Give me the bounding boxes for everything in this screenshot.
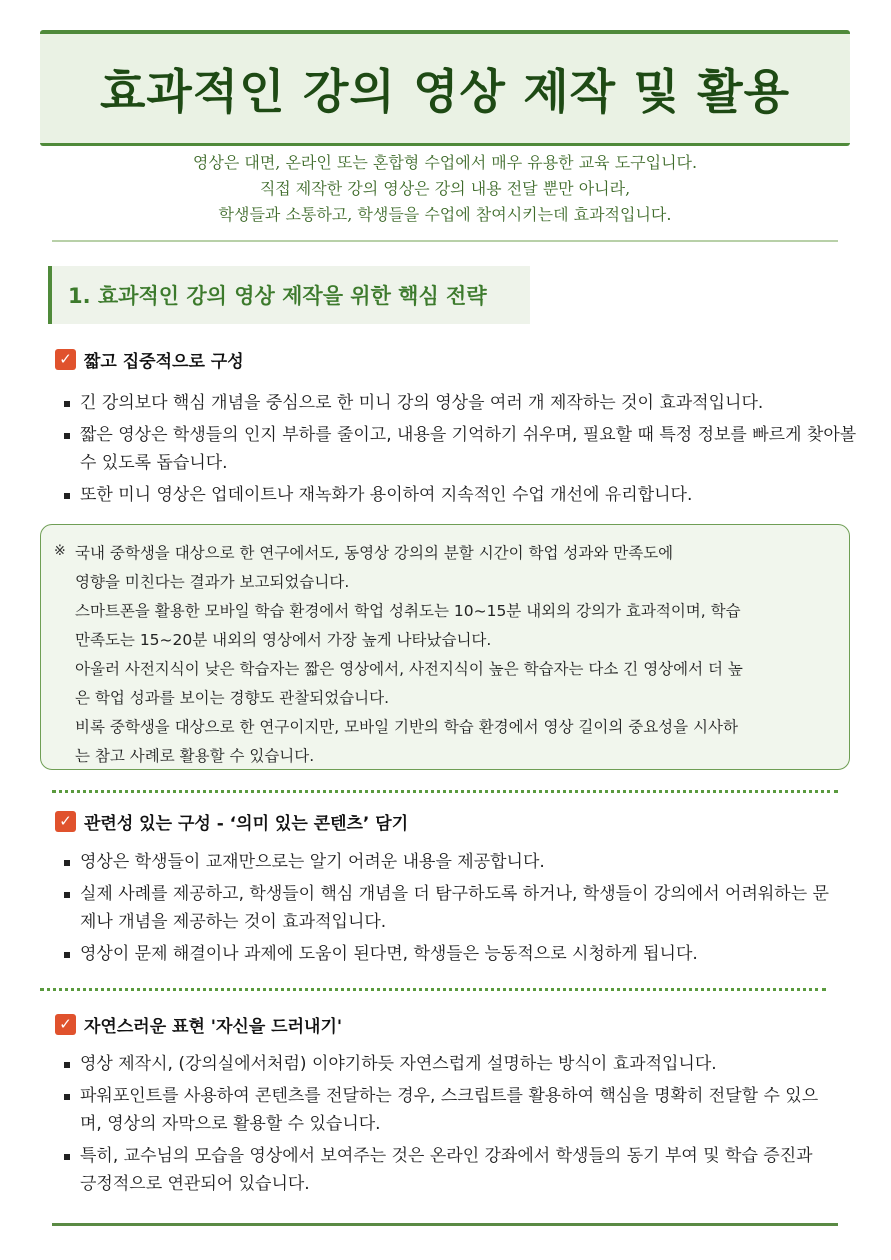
note-line: 은 학업 성과를 보이는 경향도 관찰되었습니다. <box>75 689 390 707</box>
check-icon: ✓ <box>55 811 76 832</box>
check-icon: ✓ <box>55 349 76 370</box>
bullet-list <box>62 848 842 972</box>
note-line: 영향을 미친다는 결과가 보고되었습니다. <box>75 573 350 591</box>
subheading-label: 관련성 있는 구성 - ‘의미 있는 콘텐츠’ 담기 <box>84 814 409 834</box>
list-item: 영상이 문제 해결이나 과제에 도움이 된다면, 학생들은 능동적으로 시청하게 됩니다. <box>62 940 842 968</box>
list-item: 긴 강의보다 핵심 개념을 중심으로 한 미니 강의 영상을 여러 개 제작하는 것이 효과적입니다. <box>62 389 862 417</box>
list-item: 특히, 교수님의 모습을 영상에서 보여주는 것은 온라인 강좌에서 학생들의 동기 부여 및 학습 증진과 긍정적으로 연관되어 있습니다. <box>62 1142 822 1198</box>
list-item: 실제 사례를 제공하고, 학생들이 핵심 개념을 더 탐구하도록 하거나, 학생들이 강의에서 어려워하는 문제나 개념을 제공하는 것이 효과적입니다. <box>62 880 842 936</box>
page-title: 효과적인 강의 영상 제작 및 활용 <box>99 65 791 120</box>
dotted-divider <box>52 790 838 793</box>
list-item: 영상은 학생들이 교재만으로는 알기 어려운 내용을 제공합니다. <box>62 848 842 876</box>
subheading-natural-expression <box>55 1012 342 1037</box>
list-item: 영상 제작시, (강의실에서처럼) 이야기하듯 자연스럽게 설명하는 방식이 효과적입니다. <box>62 1050 822 1078</box>
list-item: 짧은 영상은 학생들의 인지 부하를 줄이고, 내용을 기억하기 쉬우며, 필요할 때 특정 정보를 빠르게 찾아볼 수 있도록 돕습니다. <box>62 421 862 477</box>
bullet-list <box>62 1050 822 1202</box>
section-heading <box>48 266 530 324</box>
note-line: 국내 중학생을 대상으로 한 연구에서도, 동영상 강의의 분할 시간이 학업 성과와 만족도에 <box>75 544 674 562</box>
subheading-label: 짧고 집중적으로 구성 <box>84 352 244 372</box>
check-icon: ✓ <box>55 1014 76 1035</box>
note-line: 스마트폰을 활용한 모바일 학습 환경에서 학업 성취도는 10~15분 내외의 강의가 효과적이며, 학습 <box>75 602 741 620</box>
intro-line: 영상은 대면, 온라인 또는 혼합형 수업에서 매우 유용한 교육 도구입니다. <box>192 153 698 172</box>
note-line: 는 참고 사례로 활용할 수 있습니다. <box>75 747 315 765</box>
intro-line: 학생들과 소통하고, 학생들을 수업에 참여시키는데 효과적입니다. <box>218 205 672 224</box>
intro-text <box>40 150 850 228</box>
subheading-label: 자연스러운 표현 '자신을 드러내기' <box>84 1017 343 1037</box>
divider <box>52 240 838 242</box>
section-title: 1. 효과적인 강의 영상 제작을 위한 핵심 전략 <box>68 284 487 308</box>
dotted-divider <box>40 988 826 991</box>
bottom-divider <box>52 1223 838 1226</box>
subheading-short-focused <box>55 347 244 372</box>
note-line: 만족도는 15~20분 내외의 영상에서 가장 높게 나타났습니다. <box>75 631 492 649</box>
bullet-list <box>62 389 862 513</box>
note-line: 비록 중학생을 대상으로 한 연구이지만, 모바일 기반의 학습 환경에서 영상 길이의 중요성을 시사하 <box>75 718 738 736</box>
subheading-meaningful-content <box>55 809 408 834</box>
list-item: 파워포인트를 사용하여 콘텐츠를 전달하는 경우, 스크립트를 활용하여 핵심을 명확히 전달할 수 있으며, 영상의 자막으로 활용할 수 있습니다. <box>62 1082 822 1138</box>
note-mark: ※ <box>54 543 66 559</box>
note-box <box>40 524 850 770</box>
list-item: 또한 미니 영상은 업데이트나 재녹화가 용이하여 지속적인 수업 개선에 유리합니다. <box>62 481 862 509</box>
title-banner <box>40 30 850 146</box>
note-line: 아울러 사전지식이 낮은 학습자는 짧은 영상에서, 사전지식이 높은 학습자는 다소 긴 영상에서 더 높 <box>75 660 743 678</box>
intro-line: 직접 제작한 강의 영상은 강의 내용 전달 뿐만 아니라, <box>259 179 631 198</box>
